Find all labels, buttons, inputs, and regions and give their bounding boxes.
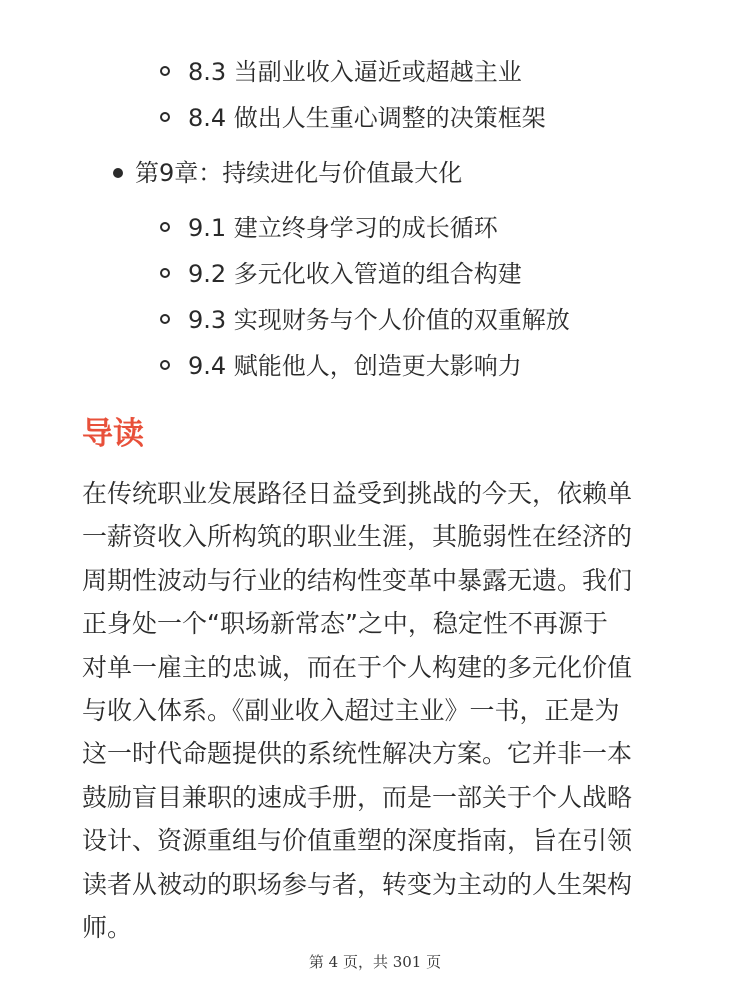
paragraph-line: 与收入体系。《副业收入超过主业》一书，正是为 bbox=[82, 696, 620, 726]
circle-bullet-icon bbox=[160, 66, 170, 76]
disc-bullet-icon bbox=[113, 168, 123, 178]
paragraph-line: 正身处一个“职场新常态”之中，稳定性不再源于 bbox=[82, 609, 608, 639]
outline-item-label: 9.2 多元化收入管道的组合构建 bbox=[188, 260, 522, 288]
outline-item-label: 8.3 当副业收入逼近或超越主业 bbox=[188, 58, 522, 86]
chapter-9-section-list bbox=[0, 205, 750, 389]
outline-item-label: 9.3 实现财务与个人价值的双重解放 bbox=[188, 306, 570, 334]
outline-item-9-4 bbox=[0, 343, 750, 389]
outline-chapter-9 bbox=[0, 148, 750, 198]
paragraph-line: 鼓励盲目兼职的速成手册，而是一部关于个人战略 bbox=[82, 782, 633, 812]
outline-item-9-1 bbox=[0, 205, 750, 251]
chapter-8-section-list bbox=[0, 49, 750, 141]
outline-item-label: 8.4 做出人生重心调整的决策框架 bbox=[188, 104, 546, 132]
paragraph-line: 周期性波动与行业的结构性变革中暴露无遗。我们 bbox=[82, 565, 633, 595]
circle-bullet-icon bbox=[160, 360, 170, 370]
intro-heading: 导读 bbox=[82, 416, 144, 452]
paragraph-line: 一薪资收入所构筑的职业生涯，其脆弱性在经济的 bbox=[82, 522, 633, 552]
outline-item-8-3 bbox=[0, 49, 750, 95]
outline-item-label: 9.4 赋能他人，创造更大影响力 bbox=[188, 352, 522, 380]
chapter-title: 第9章：持续进化与价值最大化 bbox=[135, 159, 463, 187]
outline-item-label: 9.1 建立终身学习的成长循环 bbox=[188, 214, 498, 242]
circle-bullet-icon bbox=[160, 222, 170, 232]
paragraph-line: 读者从被动的职场参与者，转变为主动的人生架构 bbox=[82, 869, 633, 899]
outline-item-8-4 bbox=[0, 95, 750, 141]
paragraph-line: 师。 bbox=[82, 913, 133, 943]
paragraph-line: 在传统职业发展路径日益受到挑战的今天，依赖单 bbox=[82, 479, 633, 508]
intro-paragraph bbox=[82, 472, 672, 949]
paragraph-line: 设计、资源重组与价值重塑的深度指南，旨在引领 bbox=[82, 826, 633, 856]
paragraph-line: 对单一雇主的忠诚，而在于个人构建的多元化价值 bbox=[82, 652, 633, 682]
circle-bullet-icon bbox=[160, 268, 170, 278]
paragraph-line: 这一时代命题提供的系统性解决方案。它并非一本 bbox=[82, 739, 633, 769]
circle-bullet-icon bbox=[160, 314, 170, 324]
circle-bullet-icon bbox=[160, 112, 170, 122]
page-footer: 第 4 页，共 301 页 bbox=[308, 953, 442, 971]
outline-item-9-2 bbox=[0, 251, 750, 297]
outline-item-9-3 bbox=[0, 297, 750, 343]
